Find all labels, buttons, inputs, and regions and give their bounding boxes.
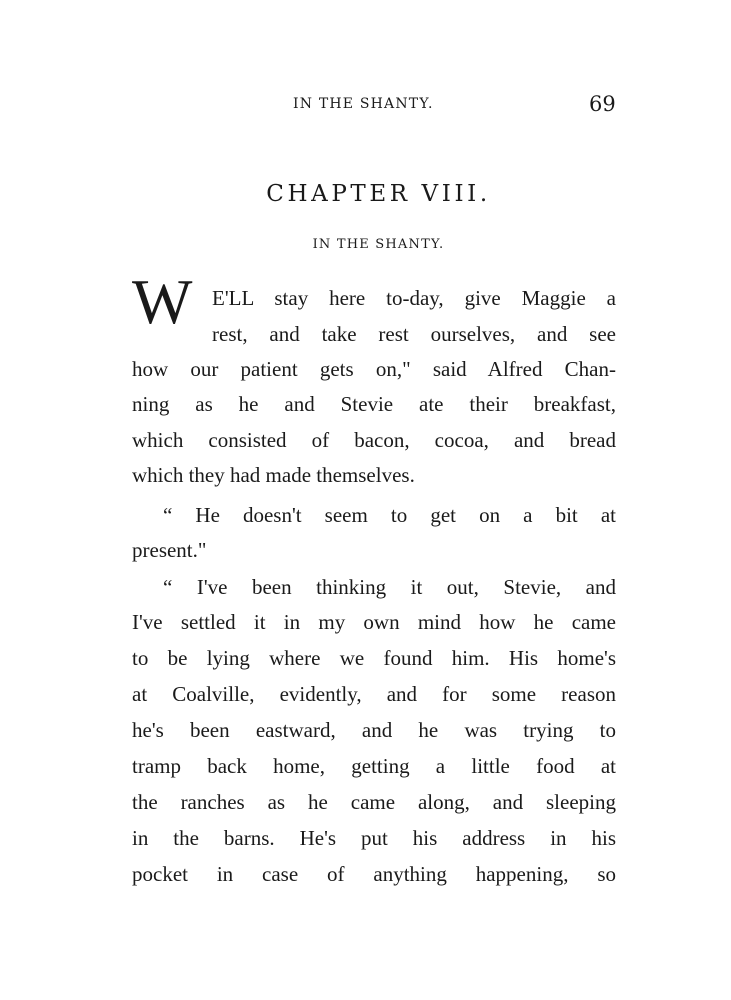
chapter-title: CHAPTER VIII. (266, 181, 491, 207)
page-number: 69 (589, 92, 616, 116)
text-line: “ He doesn't seem to get on a bit at (163, 503, 616, 527)
chapter-subtitle: IN THE SHANTY. (312, 237, 445, 252)
text-line: which consisted of bacon, cocoa, and bread (132, 428, 616, 452)
text-line: in the barns. He's put his address in his (132, 826, 616, 850)
drop-cap: W (132, 266, 193, 337)
text-line: at Coalville, evidently, and for some reason (132, 682, 616, 706)
text-line: which they had made themselves. (132, 463, 415, 487)
text-line: pocket in case of anything happening, so (132, 862, 616, 886)
text-line: how our patient gets on," said Alfred Chan- (132, 357, 616, 381)
text-line: “ I've been thinking it out, Stevie, and (163, 575, 616, 599)
text-line: ning as he and Stevie ate their breakfast, (132, 392, 616, 416)
text-line: to be lying where we found him. His home's (132, 646, 616, 670)
text-line: E'LL stay here to-day, give Maggie a (212, 286, 616, 310)
text-line: he's been eastward, and he was trying to (132, 718, 616, 742)
text-line: I've settled it in my own mind how he came (132, 610, 616, 634)
text-line: tramp back home, getting a little food at (132, 754, 616, 778)
text-line: rest, and take rest ourselves, and see (212, 322, 616, 346)
text-line: the ranches as he came along, and sleeping (132, 790, 616, 814)
running-head-title: IN THE SHANTY. (293, 96, 434, 112)
text-line: present." (132, 538, 207, 562)
